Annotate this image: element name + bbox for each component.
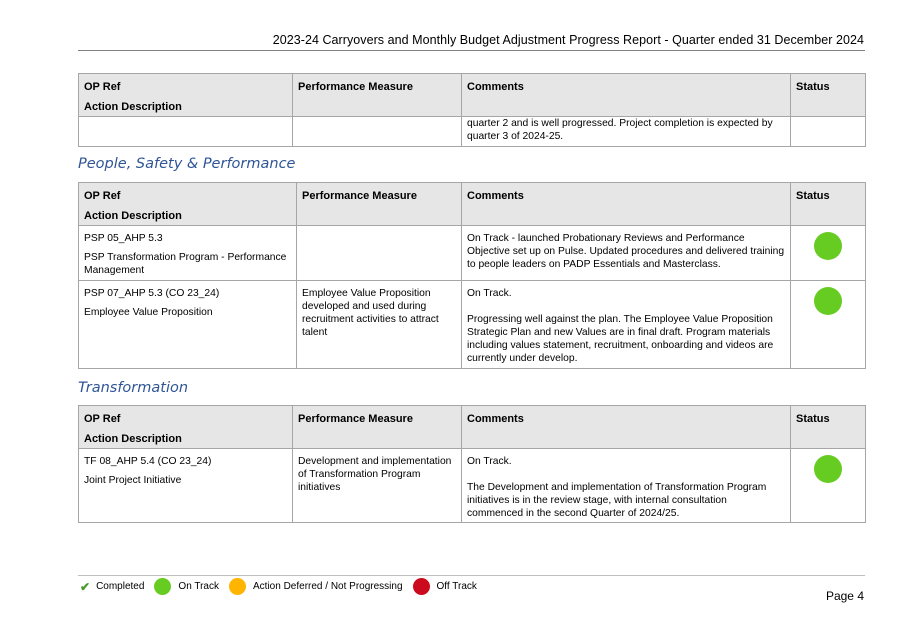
comments-status-text: On Track.: [467, 288, 512, 299]
on-track-status-icon: [814, 455, 842, 483]
transformation-table: [78, 405, 866, 523]
comments-text: The Development and implementation of Transformation Program initiatives is in the review stage, with internal consultation commenced in the second Quarter of 2024/25.: [467, 482, 767, 519]
section-heading-transformation: Transformation: [78, 380, 189, 396]
cell-op-ref: [79, 281, 297, 369]
cell-measure: Development and implementation of Transformation Program initiatives: [293, 449, 462, 523]
on-track-status-icon: [814, 287, 842, 315]
col-op-ref: [79, 183, 297, 226]
table-header-row: [79, 406, 866, 449]
cell-comments: [462, 226, 791, 281]
table-row: [79, 117, 866, 147]
col-op-ref-label: OP Ref: [84, 413, 121, 425]
table-row: [79, 449, 866, 523]
col-comments: Comments: [462, 183, 791, 226]
page-number: Page 4: [825, 589, 864, 603]
section-heading-people-safety-performance: People, Safety & Performance: [78, 156, 296, 172]
col-performance-measure: Performance Measure: [293, 406, 462, 449]
cell-op-ref: [79, 449, 293, 523]
op-ref-code: PSP 07_AHP 5.3 (CO 23_24): [84, 288, 220, 299]
legend-off-track-label: Off Track: [436, 581, 477, 592]
page-header-title: 2023-24 Carryovers and Monthly Budget Adjustment Progress Report - Quarter ended 31 December 2024: [272, 33, 864, 47]
cell-status: [791, 117, 866, 147]
cell-op-ref: [79, 117, 293, 147]
col-op-ref: [79, 74, 293, 117]
table-row: [79, 226, 866, 281]
col-comments: Comments: [462, 406, 791, 449]
col-action-description-label: Action Description: [84, 433, 182, 445]
col-op-ref-label: OP Ref: [84, 190, 121, 202]
check-icon: ✔: [80, 579, 91, 594]
amber-circle-icon: [229, 578, 246, 595]
col-comments: Comments: [462, 74, 791, 117]
cell-status: [791, 281, 866, 369]
on-track-status-icon: [814, 232, 842, 260]
action-description: PSP Transformation Program - Performance Management: [84, 252, 287, 276]
red-circle-icon: [413, 578, 430, 595]
op-ref-code: PSP 05_AHP 5.3: [84, 233, 163, 244]
legend-deferred-label: Action Deferred / Not Progressing: [253, 581, 403, 592]
col-op-ref: [79, 406, 293, 449]
cell-measure: Employee Value Proposition developed and used during recruitment activities to attract talent: [297, 281, 462, 369]
cell-comments: [462, 449, 791, 523]
action-description: Employee Value Proposition: [84, 307, 213, 318]
col-action-description-label: Action Description: [84, 210, 182, 222]
table-row: [79, 281, 866, 369]
col-status: Status: [791, 74, 866, 117]
header-rule: [78, 50, 865, 51]
footer-rule: [78, 575, 865, 576]
people-safety-performance-table: [78, 182, 866, 369]
table-header-row: [79, 183, 866, 226]
cell-measure: [293, 117, 462, 147]
legend-completed: [80, 580, 144, 594]
cell-op-ref: [79, 226, 297, 281]
cell-comments: [462, 281, 791, 369]
legend-on-track-label: On Track: [178, 581, 219, 592]
comments-text: Progressing well against the plan. The Employee Value Proposition Strategic Plan and new Values are in final draft. Program materials including values statement, recruitment, onboarding and videos are currently under develop.: [467, 314, 774, 364]
legend-on-track: [154, 578, 219, 595]
green-circle-icon: [154, 578, 171, 595]
legend-completed-label: Completed: [96, 581, 145, 592]
cell-comments: quarter 2 and is well progressed. Project completion is expected by quarter 3 of 2024-25.: [462, 117, 791, 147]
table-header-row: [79, 74, 866, 117]
status-legend: [80, 578, 487, 595]
col-status: Status: [791, 183, 866, 226]
legend-off-track: [413, 578, 477, 595]
col-status: Status: [791, 406, 866, 449]
comments-text: On Track - launched Probationary Reviews and Performance Objective set up on Pulse. Updated procedures and delivered training to people leaders on PADP Essentials and Masterclass.: [467, 233, 785, 270]
col-action-description-label: Action Description: [84, 101, 182, 113]
op-ref-code: TF 08_AHP 5.4 (CO 23_24): [84, 456, 212, 467]
legend-deferred: [229, 578, 403, 595]
action-description: Joint Project Initiative: [84, 475, 182, 486]
col-performance-measure: Performance Measure: [293, 74, 462, 117]
cell-status: [791, 226, 866, 281]
comments-status-text: On Track.: [467, 456, 512, 467]
col-performance-measure: Performance Measure: [297, 183, 462, 226]
col-op-ref-label: OP Ref: [84, 81, 121, 93]
cell-measure: [297, 226, 462, 281]
continued-table: [78, 73, 866, 147]
cell-status: [791, 449, 866, 523]
